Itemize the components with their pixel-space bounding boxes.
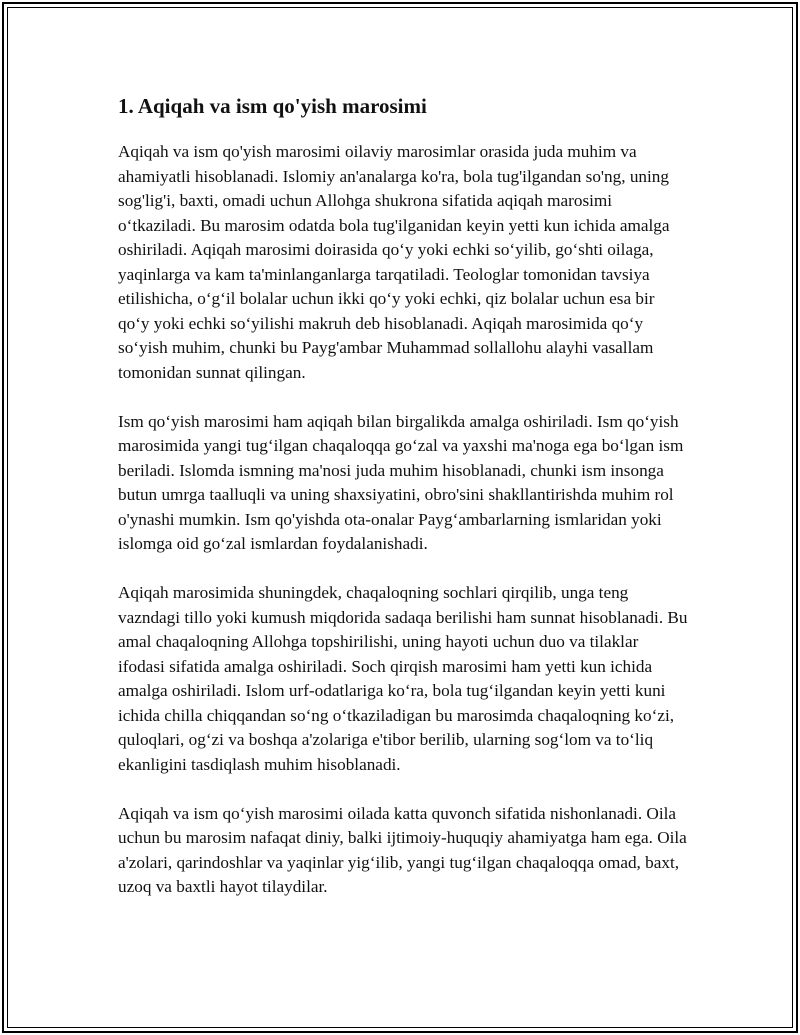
document-body (118, 92, 688, 924)
paragraph-family-celebration: Aqiqah va ism qo‘yish marosimi oilada katta quvonch sifatida nishonlanadi. Oila uchun bu marosim nafaqat diniy, balki ijtimoiy-huquqiy ahamiyatga ham ega. Oila a'zolari, qarindoshlar va yaqinlar yig‘ilib, yangi tug‘ilgan chaqaloqqa omad, baxt, uzoq va baxtli hayot tilaydilar. (118, 803, 687, 896)
paragraph-hair-cutting: Aqiqah marosimida shuningdek, chaqaloqning sochlari qirqilib, unga teng vazndagi tillo yoki kumush miqdorida sadaqa berilishi ham sunnat hisoblanadi. Bu amal chaqaloqning Allohga topshirilishi, uning hayoti uchun duo va tilaklar ifodasi sifatida amalga oshiriladi. Soch qirqish marosimi ham yetti kun ichida amalga oshiriladi. Islom urf-odatlariga ko‘ra, bola tug‘ilgandan keyin yetti kuni ichida chilla chiqqandan so‘ng o‘tkaziladigan bu marosimda chaqaloqning ko‘zi, quloqlari, og‘zi va boshqa a'zolariga e'tibor berilib, ularning sog‘lom va to‘liq ekanligini tasdiqlash muhim hisoblanadi. (118, 583, 688, 774)
paragraph-aqiqah-intro: Aqiqah va ism qo'yish marosimi oilaviy marosimlar orasida juda muhim va ahamiyatli hisoblanadi. Islomiy an'analarga ko'ra, bola tug'ilgandan so'ng, uning sog'lig'i, baxti, omadi uchun Allohga shukrona sifatida aqiqah marosimi o‘tkaziladi. Bu marosim odatda bola tug'ilganidan keyin yetti kun ichida amalga oshiriladi. Aqiqah marosimi doirasida qo‘y yoki echki so‘yilib, go‘shti oilaga, yaqinlarga va kam ta'minlanganlarga tarqatiladi. Teologlar tomonidan tavsiya etilishicha, o‘g‘il bolalar uchun ikki qo‘y yoki echki, qiz bolalar uchun esa bir qo‘y yoki echki so‘yilishi makruh deb hisoblanadi. Aqiqah marosimida qo‘y so‘yish muhim, chunki bu Payg'ambar Muhammad sollallohu alayhi vasallam tomonidan sunnat qilingan. (118, 142, 670, 382)
section-heading: 1. Aqiqah va ism qo'yish marosimi (118, 94, 427, 118)
paragraph-naming-ceremony: Ism qo‘yish marosimi ham aqiqah bilan birgalikda amalga oshiriladi. Ism qo‘yish marosimida yangi tug‘ilgan chaqaloqqa go‘zal va yaxshi ma'noga ega bo‘lgan ism beriladi. Islomda ismning ma'nosi juda muhim hisoblanadi, chunki ism insonga butun umrga taalluqli va uning shaxsiyatini, obro'sini shakllantirishda muhim rol o'ynashi mumkin. Ism qo'yishda ota-onalar Payg‘ambarlarning ismlaridan yoki islomga oid go‘zal ismlardan foydalanishadi. (118, 411, 684, 553)
